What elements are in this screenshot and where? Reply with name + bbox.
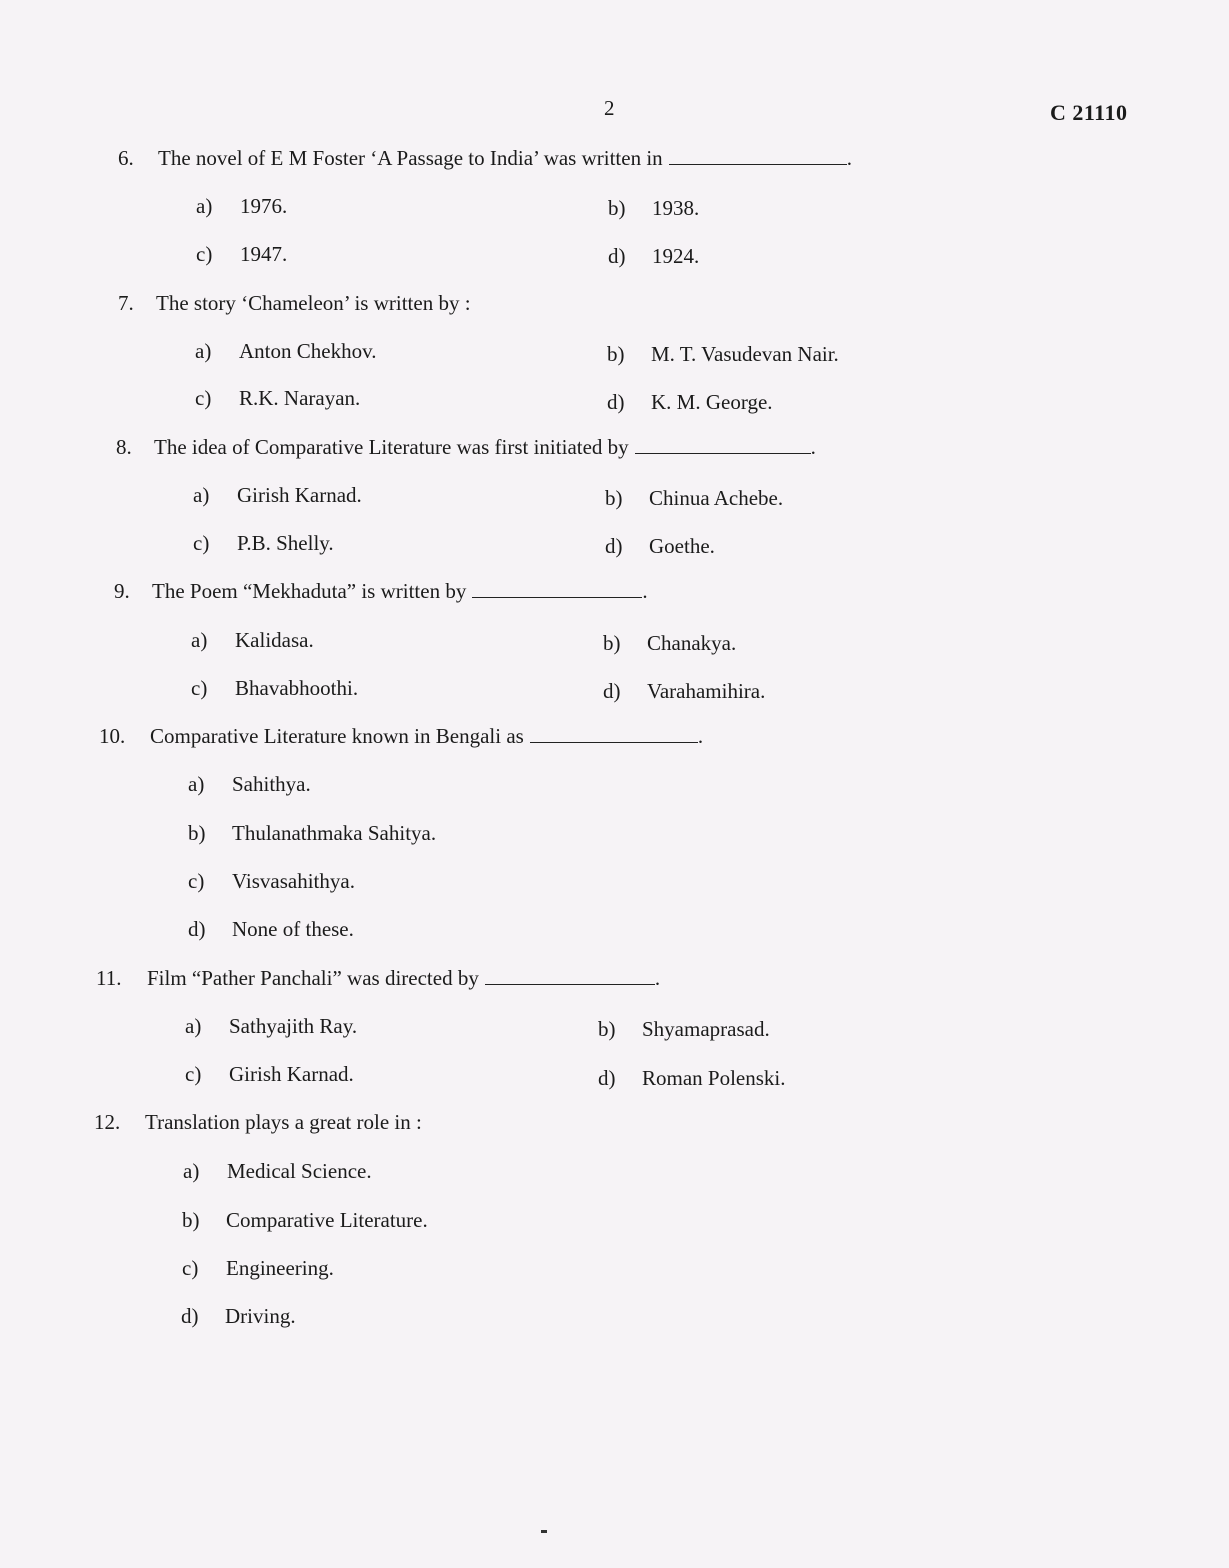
option-b: b) Chinua Achebe.: [605, 486, 784, 510]
question-text: The idea of Comparative Literature was first initiated by: [154, 435, 629, 459]
question-number: 12.: [94, 1110, 121, 1134]
question-end: .: [810, 435, 816, 459]
question-text: The Poem “Mekhaduta” is written by: [152, 579, 467, 603]
option-c: c) Girish Karnad.: [185, 1062, 354, 1086]
option-d: d) Varahamihira.: [603, 679, 766, 703]
question-9: [114, 579, 648, 604]
question-text: Film “Pather Panchali” was directed by: [147, 966, 479, 990]
question-text: The story ‘Chameleon’ is written by :: [156, 291, 471, 315]
paper-code: C 21110: [1050, 100, 1128, 125]
page-number: 2: [604, 96, 615, 120]
option-d: d) 1924.: [608, 244, 700, 268]
option-d: d) Goethe.: [605, 534, 715, 558]
question-number: 7.: [118, 291, 134, 315]
question-8: [116, 435, 816, 460]
option-a: a) Kalidasa.: [191, 628, 314, 652]
question-number: 10.: [99, 724, 126, 748]
question-text: Comparative Literature known in Bengali as: [150, 724, 524, 748]
answer-blank: [472, 596, 642, 598]
option-d: d) Driving.: [181, 1304, 296, 1328]
question-number: 9.: [114, 579, 130, 603]
question-end: .: [697, 724, 704, 748]
answer-blank: [635, 452, 811, 454]
option-b: b) Thulanathmaka Sahitya.: [188, 821, 437, 845]
option-b: b) 1938.: [608, 196, 700, 220]
question-number: 8.: [116, 435, 132, 459]
option-c: c) P.B. Shelly.: [193, 531, 334, 555]
answer-blank: [530, 741, 698, 743]
option-b: b) Comparative Literature.: [182, 1208, 428, 1232]
question-text: Translation plays a great role in :: [145, 1110, 422, 1134]
question-number: 6.: [118, 146, 134, 170]
question-12: [94, 1110, 422, 1135]
option-a: a) 1976.: [196, 194, 288, 218]
question-7: [118, 291, 471, 316]
question-end: .: [642, 579, 648, 603]
question-end: .: [654, 966, 661, 990]
option-d: d) K. M. George.: [607, 390, 773, 414]
option-a: a) Girish Karnad.: [193, 483, 362, 507]
question-end: .: [846, 146, 852, 170]
question-6: [118, 146, 852, 171]
option-a: a) Anton Chekhov.: [195, 339, 377, 363]
question-11: [96, 966, 660, 991]
option-b: b) Shyamaprasad.: [598, 1017, 770, 1041]
option-c: c) Engineering.: [182, 1256, 334, 1280]
option-b: b) M. T. Vasudevan Nair.: [607, 342, 839, 366]
answer-blank: [669, 163, 847, 165]
option-a: a) Sathyajith Ray.: [185, 1014, 358, 1038]
question-10: [99, 724, 703, 749]
answer-blank: [485, 983, 655, 985]
option-c: c) Bhavabhoothi.: [191, 676, 359, 700]
question-text: The novel of E M Foster ‘A Passage to India’ was written in: [158, 146, 663, 170]
footer-mark: [541, 1530, 547, 1533]
option-d: d) None of these.: [188, 917, 354, 941]
option-c: c) 1947.: [196, 242, 288, 266]
option-a: a) Medical Science.: [183, 1159, 372, 1183]
option-a: a) Sahithya.: [188, 772, 311, 796]
option-d: d) Roman Polenski.: [598, 1066, 786, 1090]
option-c: c) Visvasahithya.: [188, 869, 355, 893]
question-number: 11.: [96, 966, 122, 990]
option-b: b) Chanakya.: [603, 631, 737, 655]
option-c: c) R.K. Narayan.: [195, 386, 361, 410]
